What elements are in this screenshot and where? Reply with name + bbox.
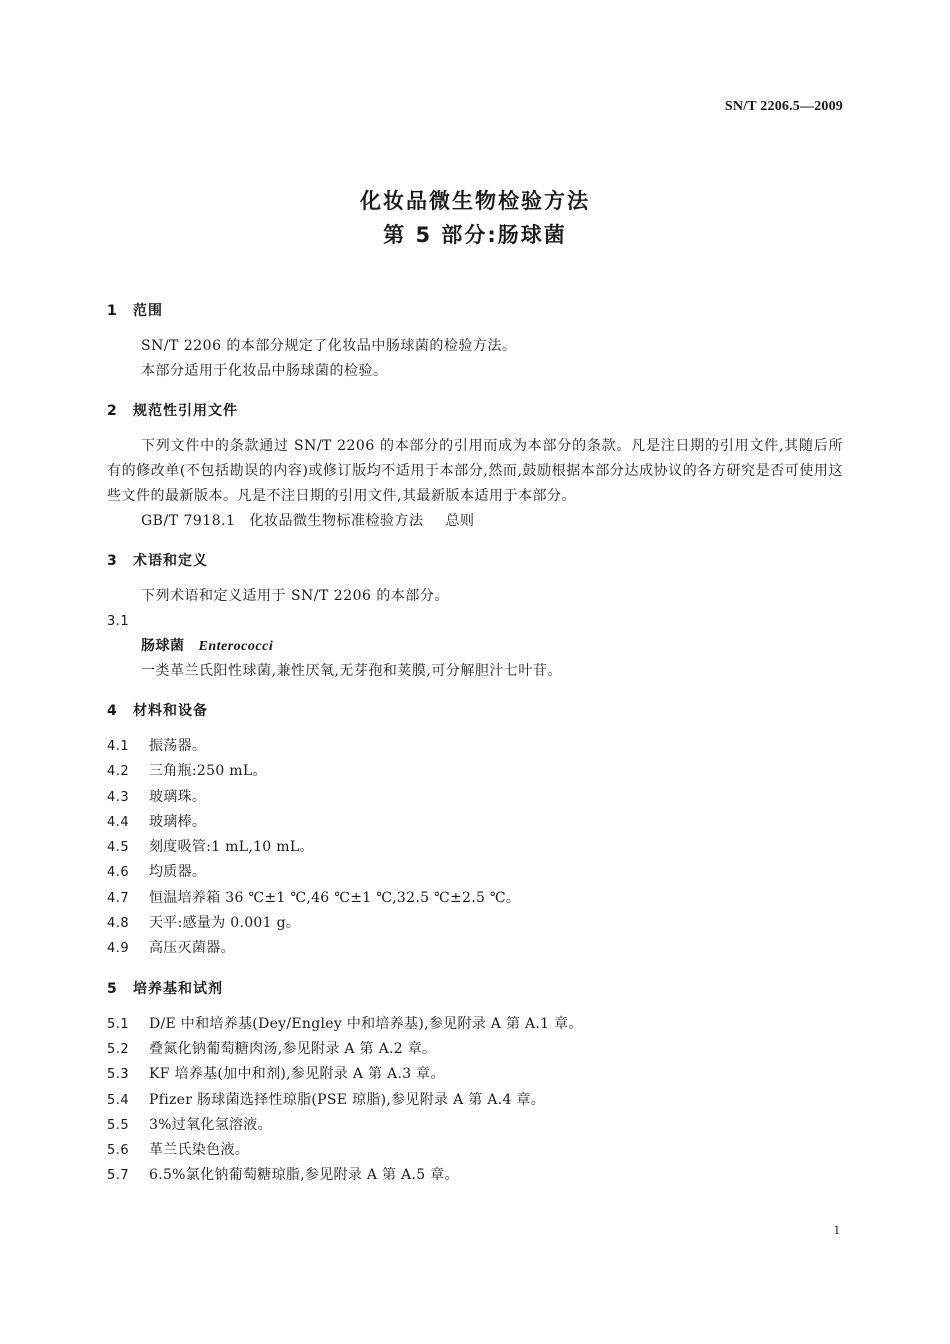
term-number: 3.1 (107, 614, 130, 629)
item-number: 4.5 (107, 840, 130, 856)
standard-number: SN/T 2206.5—2009 (724, 99, 843, 114)
item-number: 4.9 (107, 941, 130, 957)
list-item (107, 1037, 843, 1062)
item-number: 4.4 (107, 814, 130, 830)
section-title: 规范性引用文件 (133, 403, 238, 419)
list-item (107, 785, 843, 810)
item-number: 5.5 (107, 1117, 130, 1133)
item-text: KF 培养基(加中和剂),参见附录 A 第 A.3 章。 (149, 1066, 445, 1083)
item-number: 4.3 (107, 789, 130, 805)
section-number: 5 (107, 980, 118, 997)
item-number: 5.6 (107, 1143, 130, 1159)
reference-subtitle: 总则 (445, 513, 475, 529)
item-text: 三角瓶:250 mL。 (149, 763, 267, 780)
section-number: 4 (107, 703, 118, 719)
section-title: 材料和设备 (133, 703, 208, 719)
list-item (107, 860, 843, 885)
list-item (107, 936, 843, 961)
term-english: Enterococci (198, 639, 274, 654)
section-title: 培养基和试剂 (133, 980, 223, 997)
term-entry (107, 634, 843, 659)
item-number: 5.2 (107, 1041, 130, 1057)
list-item (107, 911, 843, 936)
item-text: 3%过氧化氢溶液。 (149, 1116, 272, 1133)
section-heading-scope (107, 298, 843, 324)
list-item (107, 734, 843, 759)
item-number: 4.6 (107, 865, 130, 881)
item-text: Pfizer 肠球菌选择性琼脂(PSE 琼脂),参见附录 A 第 A.4 章。 (149, 1091, 546, 1108)
list-item (107, 835, 843, 860)
section-title: 术语和定义 (133, 553, 208, 569)
document-title (0, 184, 950, 252)
list-item (107, 1113, 843, 1138)
item-number: 5.7 (107, 1168, 130, 1184)
list-item (107, 1163, 843, 1188)
title-line-2: 第 5 部分:肠球菌 (383, 223, 567, 247)
item-number: 5.1 (107, 1016, 130, 1032)
item-number: 5.4 (107, 1092, 130, 1108)
item-text: 恒温培养箱 36 ℃±1 ℃,46 ℃±1 ℃,32.5 ℃±2.5 ℃。 (149, 889, 521, 906)
section-heading-terms (107, 548, 843, 574)
page-number: 1 (833, 1222, 840, 1237)
list-item (107, 886, 843, 911)
list-item (107, 1012, 843, 1037)
section-number: 1 (107, 303, 118, 319)
list-item (107, 759, 843, 784)
item-text: 叠氮化钠葡萄糖肉汤,参见附录 A 第 A.2 章。 (149, 1040, 437, 1057)
list-item (107, 1088, 843, 1113)
item-text: 革兰氏染色液。 (149, 1142, 250, 1159)
reference-entry (107, 509, 843, 534)
paragraph: SN/T 2206 的本部分规定了化妆品中肠球菌的检验方法。 (141, 338, 517, 354)
section-heading-normative-references (107, 398, 843, 424)
item-text: 高压灭菌器。 (149, 940, 235, 957)
item-text: 均质器。 (149, 864, 207, 881)
item-number: 4.1 (107, 739, 130, 754)
item-text: 天平:感量为 0.001 g。 (149, 915, 301, 932)
term-definition: 一类革兰氏阳性球菌,兼性厌氧,无芽孢和荚膜,可分解胆汁七叶苷。 (141, 663, 562, 679)
section-number: 3 (107, 553, 118, 569)
document-body (107, 298, 843, 1189)
item-text: 6.5%氯化钠葡萄糖琼脂,参见附录 A 第 A.5 章。 (149, 1167, 459, 1184)
term-chinese: 肠球菌 (141, 638, 185, 654)
item-text: 刻度吸管:1 mL,10 mL。 (149, 839, 314, 856)
item-text: D/E 中和培养基(Dey/Engley 中和培养基),参见附录 A 第 A.1 章。 (149, 1015, 583, 1032)
section-heading-media-reagents (107, 976, 843, 1002)
section-title: 范围 (133, 303, 163, 319)
item-text: 玻璃珠。 (149, 788, 207, 805)
item-number: 5.3 (107, 1067, 130, 1083)
list-item (107, 810, 843, 835)
title-line-1: 化妆品微生物检验方法 (360, 189, 590, 213)
list-item (107, 1138, 843, 1163)
item-text: 振荡器。 (149, 738, 207, 754)
paragraph: 下列术语和定义适用于 SN/T 2206 的本部分。 (141, 588, 449, 604)
section-heading-materials (107, 698, 843, 724)
reference-code: GB/T 7918.1 (141, 513, 236, 529)
item-number: 4.2 (107, 764, 130, 780)
list-item (107, 1062, 843, 1087)
paragraph: 本部分适用于化妆品中肠球菌的检验。 (141, 363, 388, 379)
reference-title: 化妆品微生物标准检验方法 (249, 513, 424, 529)
paragraph: 下列文件中的条款通过 SN/T 2206 的本部分的引用而成为本部分的条款。凡是注日期的引用文件,其随后所有的修改单(不包括勘误的内容)或修订版均不适用于本部分,然而,鼓励根据本部分达成协议的各方研究是否可使用这些文件的最新版本。凡是不注日期的引用文件,其最新版本适用于本部分。 (107, 438, 843, 504)
item-number: 4.8 (107, 916, 130, 932)
section-number: 2 (107, 403, 118, 419)
item-text: 玻璃棒。 (149, 813, 207, 830)
item-number: 4.7 (107, 890, 130, 906)
